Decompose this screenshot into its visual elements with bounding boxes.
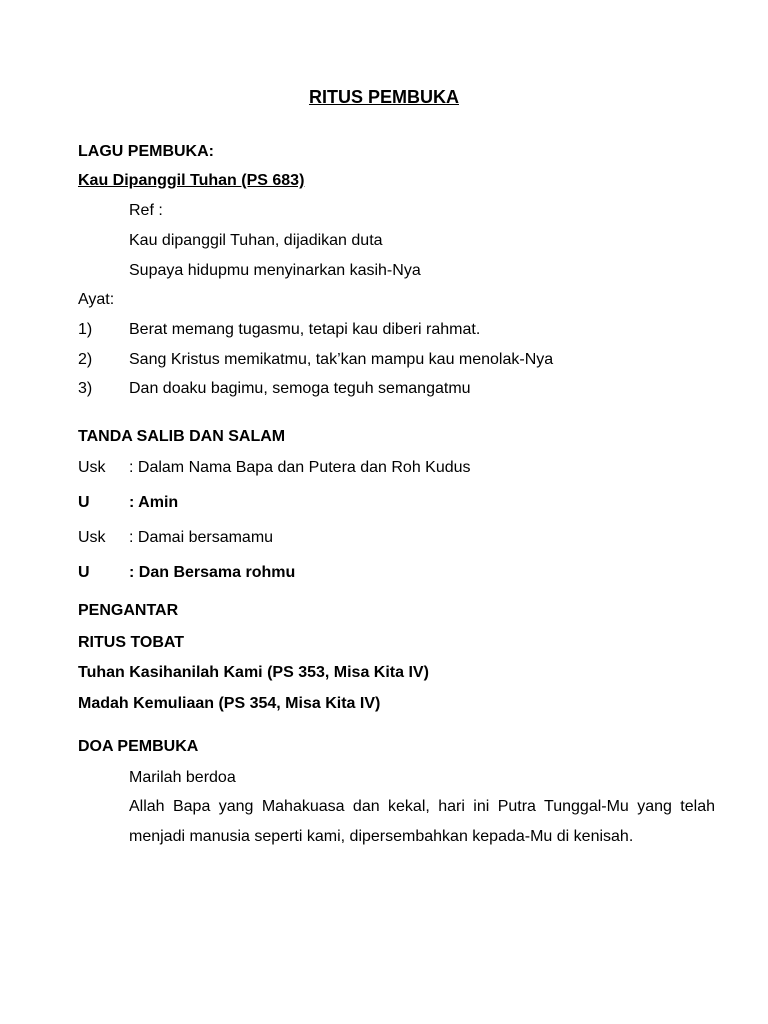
pengantar-heading: PENGANTAR [78, 602, 179, 619]
dialog-speaker-2: U [78, 494, 90, 511]
ref-line-1: Kau dipanggil Tuhan, dijadikan duta [129, 232, 383, 249]
madah-kemuliaan-line: Madah Kemuliaan (PS 354, Misa Kita IV) [78, 695, 381, 712]
ref-line-2: Supaya hidupmu menyinarkan kasih-Nya [129, 262, 421, 279]
song-title: Kau Dipanggil Tuhan (PS 683) [78, 172, 305, 189]
verse-text-3: Dan doaku bagimu, semoga teguh semangatmu [129, 380, 471, 397]
verse-text-2: Sang Kristus memikatmu, tak’kan mampu kau menolak-Nya [129, 351, 554, 368]
tuhan-kasihanilah-line: Tuhan Kasihanilah Kami (PS 353, Misa Kita IV) [78, 664, 429, 681]
dialog-text-2: : Amin [129, 494, 179, 511]
verse-number-1: 1) [78, 321, 93, 338]
doa-pembuka-heading: DOA PEMBUKA [78, 738, 199, 755]
verse-text-1: Berat memang tugasmu, tetapi kau diberi rahmat. [129, 321, 481, 338]
verse-number-3: 3) [78, 380, 93, 397]
ritus-tobat-heading: RITUS TOBAT [78, 634, 185, 651]
ref-label: Ref : [129, 202, 163, 219]
doa-intro: Marilah berdoa [129, 769, 236, 786]
verse-number-2: 2) [78, 351, 93, 368]
ayat-label: Ayat: [78, 291, 115, 308]
dialog-speaker-1: Usk [78, 459, 106, 476]
dialog-text-4: : Dan Bersama rohmu [129, 564, 296, 581]
lagu-pembuka-heading: LAGU PEMBUKA: [78, 143, 214, 160]
dialog-speaker-3: Usk [78, 529, 106, 546]
doa-paragraph: Allah Bapa yang Mahakuasa dan kekal, hari ini Putra Tunggal-Mu yang telah menjadi manusia seperti kami, dipersembahkan kepada-Mu di kenisah. [129, 798, 715, 845]
dialog-text-3: : Damai bersamamu [129, 529, 274, 546]
page-title: RITUS PEMBUKA [308, 87, 459, 107]
tanda-salib-heading: TANDA SALIB DAN SALAM [78, 428, 286, 445]
dialog-text-1: : Dalam Nama Bapa dan Putera dan Roh Kudus [129, 459, 471, 476]
dialog-speaker-4: U [78, 564, 90, 581]
